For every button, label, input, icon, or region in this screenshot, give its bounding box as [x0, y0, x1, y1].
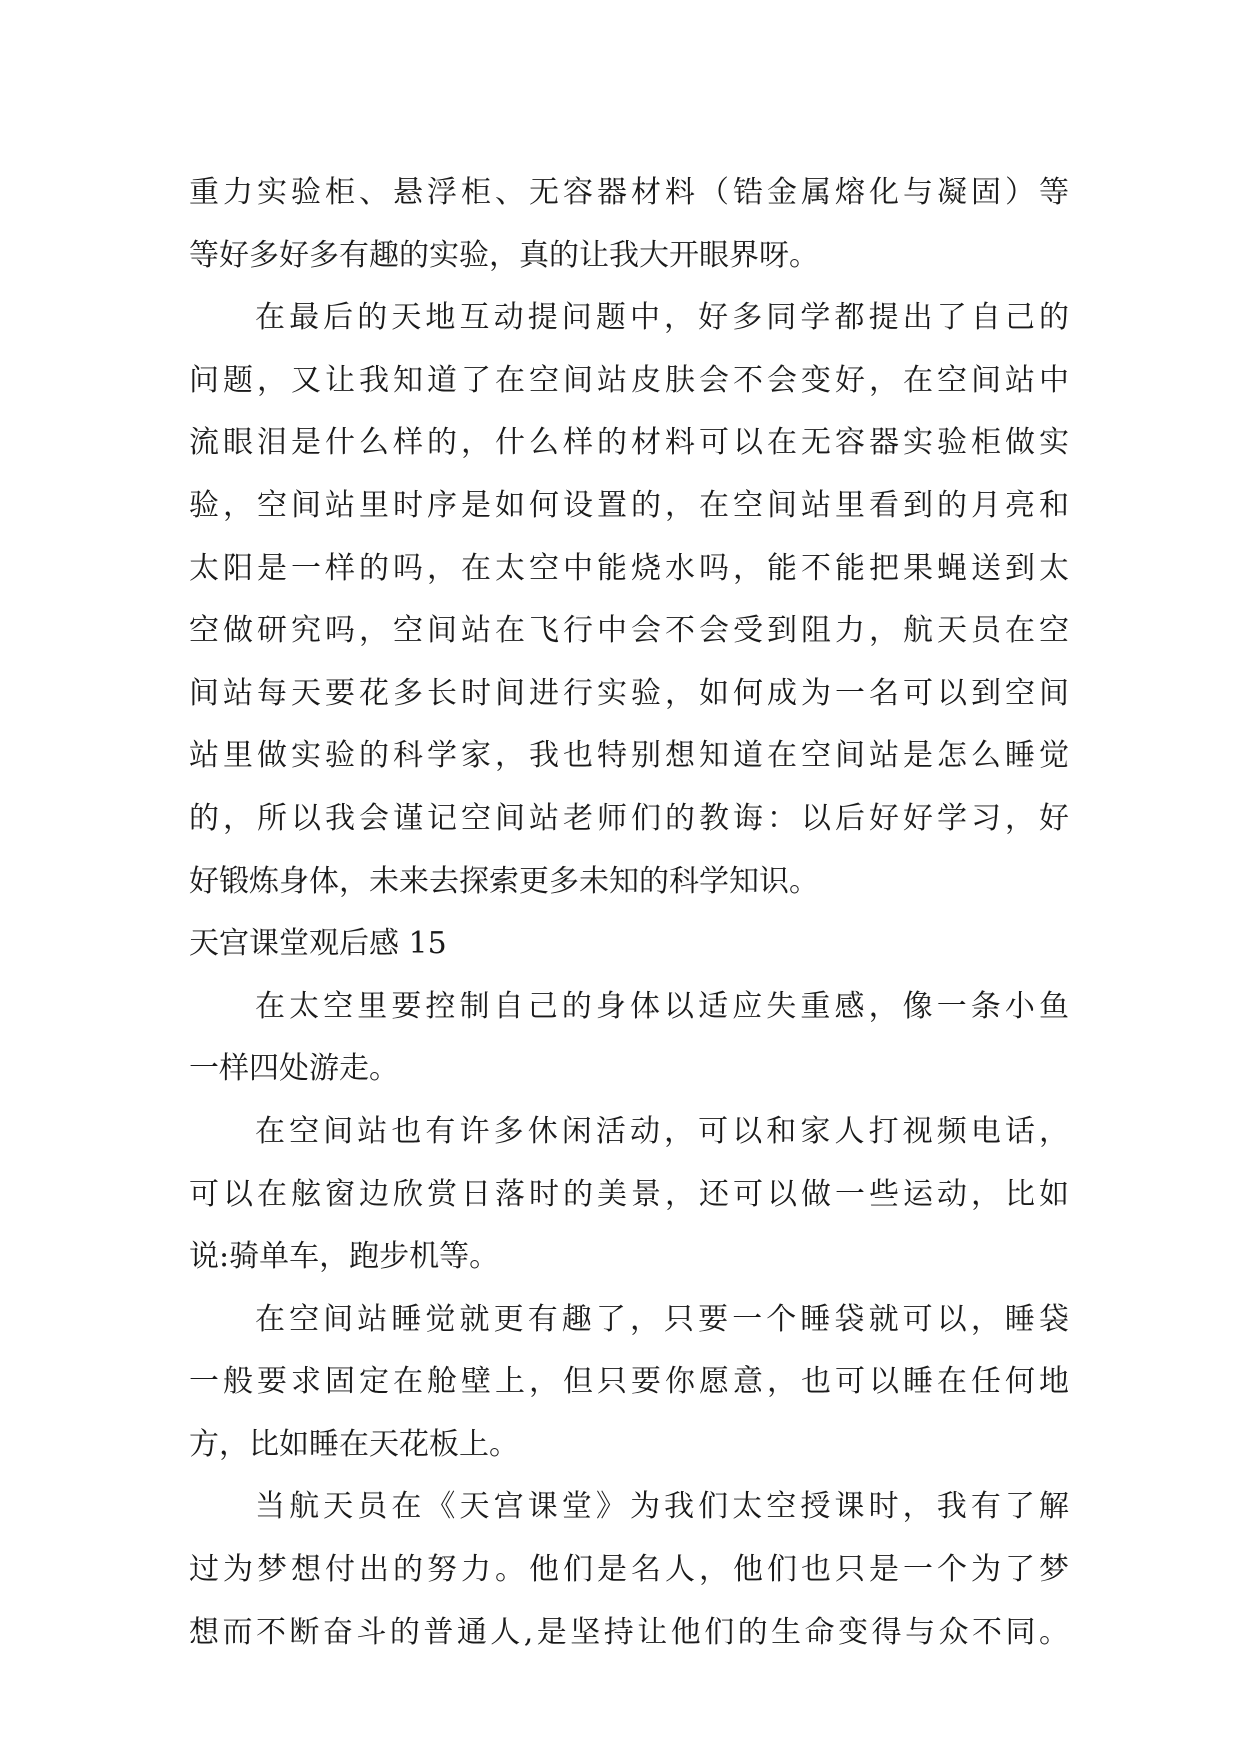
- text-line: 空做研究吗，空间站在飞行中会不会受到阻力，航天员在空: [189, 613, 1069, 649]
- text-line: 一般要求固定在舱壁上，但只要你愿意，也可以睡在任何地: [189, 1364, 1069, 1400]
- text-line: 想而不断奋斗的普通人,是坚持让他们的生命变得与众不同。: [189, 1614, 1069, 1650]
- text-line: 重力实验柜、悬浮柜、无容器材料（锆金属熔化与凝固）等: [189, 175, 1069, 210]
- text-line: 可以在舷窗边欣赏日落时的美景，还可以做一些运动，比如: [189, 1176, 1069, 1212]
- text-line: 好锻炼身体，未来去探索更多未知的科学知识。: [189, 863, 819, 899]
- text-line: 问题，又让我知道了在空间站皮肤会不会变好，在空间站中: [189, 362, 1069, 398]
- text-line: 等好多好多有趣的实验，真的让我大开眼界呀。: [189, 237, 819, 273]
- text-line: 的，所以我会谨记空间站老师们的教诲：以后好好学习，好: [189, 800, 1069, 836]
- text-line: 在空间站也有许多休闲活动，可以和家人打视频电话，: [255, 1113, 1069, 1149]
- document-body: [189, 162, 1069, 1664]
- text-line: 一样四处游走。: [189, 1051, 399, 1087]
- text-line: 站里做实验的科学家，我也特别想知道在空间站是怎么睡觉: [189, 738, 1069, 774]
- text-line: 说:骑单车，跑步机等。: [189, 1239, 500, 1275]
- text-line: 过为梦想付出的努力。他们是名人，他们也只是一个为了梦: [189, 1552, 1069, 1588]
- text-line: 太阳是一样的吗，在太空中能烧水吗，能不能把果蝇送到太: [189, 550, 1069, 586]
- text-line: 在空间站睡觉就更有趣了，只要一个睡袋就可以，睡袋: [255, 1301, 1069, 1337]
- text-line: 验，空间站里时序是如何设置的，在空间站里看到的月亮和: [189, 487, 1069, 523]
- text-line: 在最后的天地互动提问题中，好多同学都提出了自己的: [255, 300, 1069, 336]
- text-line: 方，比如睡在天花板上。: [189, 1426, 519, 1462]
- text-line: 间站每天要花多长时间进行实验，如何成为一名可以到空间: [189, 675, 1069, 711]
- text-line: 在太空里要控制自己的身体以适应失重感，像一条小鱼: [255, 988, 1069, 1024]
- text-line: 当航天员在《天宫课堂》为我们太空授课时，我有了解: [255, 1489, 1069, 1525]
- section-heading: 天宫课堂观后感 15: [189, 926, 447, 962]
- text-line: 流眼泪是什么样的，什么样的材料可以在无容器实验柜做实: [189, 425, 1069, 461]
